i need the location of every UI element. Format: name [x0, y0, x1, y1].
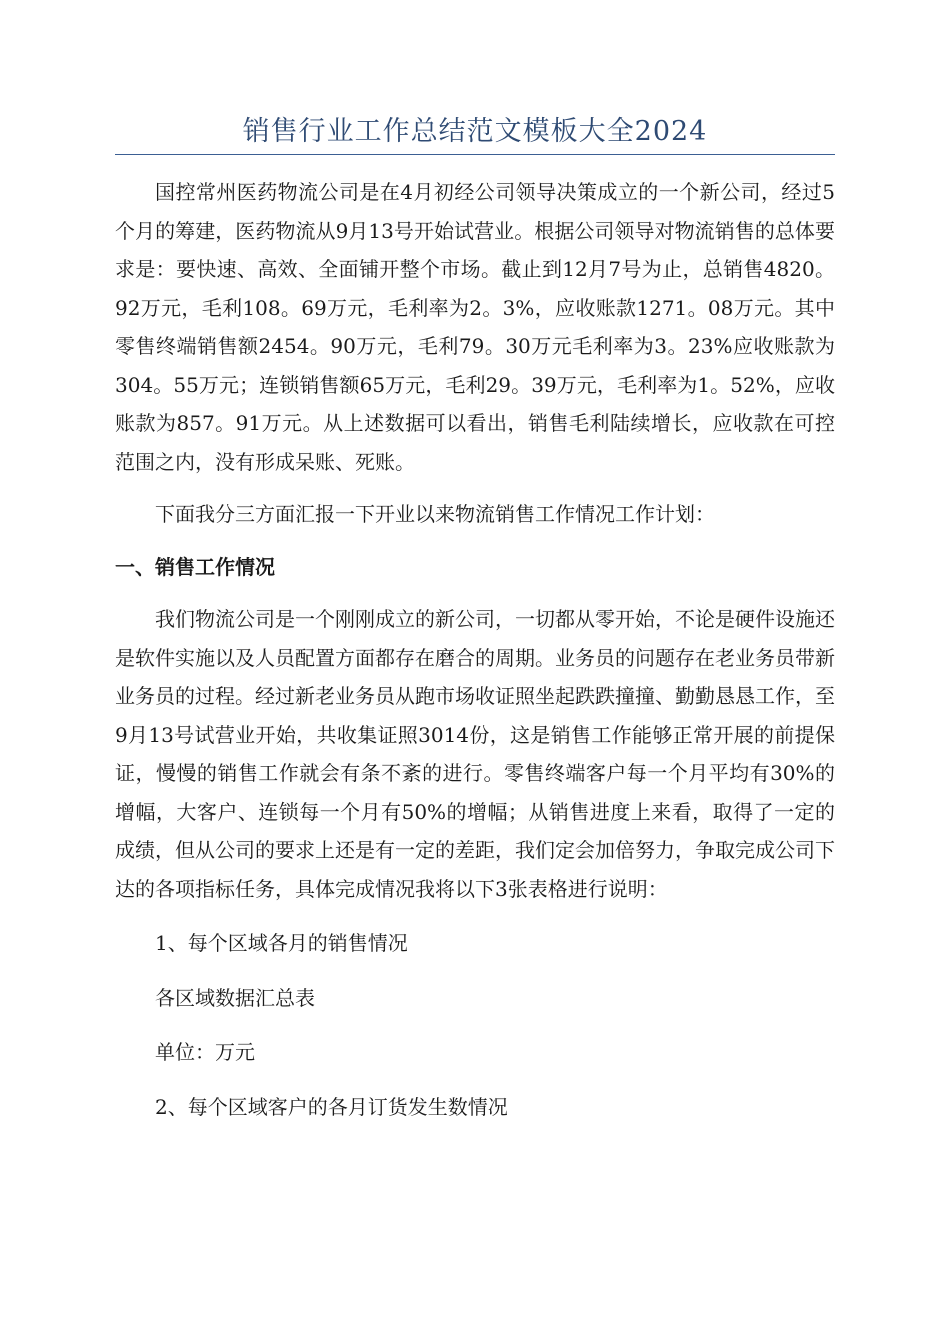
document-title: 销售行业工作总结范文模板大全2024: [242, 116, 708, 147]
section-heading-sales: 一、销售工作情况: [115, 554, 275, 579]
title-underline: [115, 154, 835, 155]
document-body: [115, 173, 835, 1126]
table-caption-summary: 各区域数据汇总表: [155, 985, 315, 1010]
list-item-region-sales: 1、每个区域各月的销售情况: [155, 931, 408, 955]
unit-label: 单位：万元: [155, 1040, 255, 1064]
paragraph-intro: 国控常州医药物流公司是在4月初经公司领导决策成立的一个新公司，经过5个月的筹建，医药物流从9月13号开始试营业。根据公司领导对物流销售的总体要求是：要快速、高效、全面铺开整个市场。截止到12月7号为止，总销售4820。92万元，毛利108。69万元，毛利率为2。3%，应收账款1271。08万元。其中零售终端销售额2454。90万元，毛利79。30万元毛利率为3。23%应收账款为304。55万元；连锁销售额65万元，毛利29。39万元，毛利率为1。52%，应收账款为857。91万元。从上述数据可以看出，销售毛利陆续增长，应收款在可控范围之内，没有形成呆账、死账。: [115, 180, 835, 474]
paragraph-overview: 下面我分三方面汇报一下开业以来物流销售工作情况工作计划：: [155, 502, 715, 526]
paragraph-sales-work: 我们物流公司是一个刚刚成立的新公司，一切都从零开始，不论是硬件设施还是软件实施以及人员配置方面都存在磨合的周期。业务员的问题存在老业务员带新业务员的过程。经过新老业务员从跑市场收证照坐起跌跌撞撞、勤勤恳恳工作，至9月13号试营业开始，共收集证照3014份，这是销售工作能够正常开展的前提保证，慢慢的销售工作就会有条不紊的进行。零售终端客户每一个月平均有30%的增幅，大客户、连锁每一个月有50%的增幅；从销售进度上来看，取得了一定的成绩，但从公司的要求上还是有一定的差距，我们定会加倍努力，争取完成公司下达的各项指标任务，具体完成情况我将以下3张表格进行说明：: [115, 607, 835, 901]
list-item-region-orders: 2、每个区域客户的各月订货发生数情况: [155, 1094, 508, 1119]
